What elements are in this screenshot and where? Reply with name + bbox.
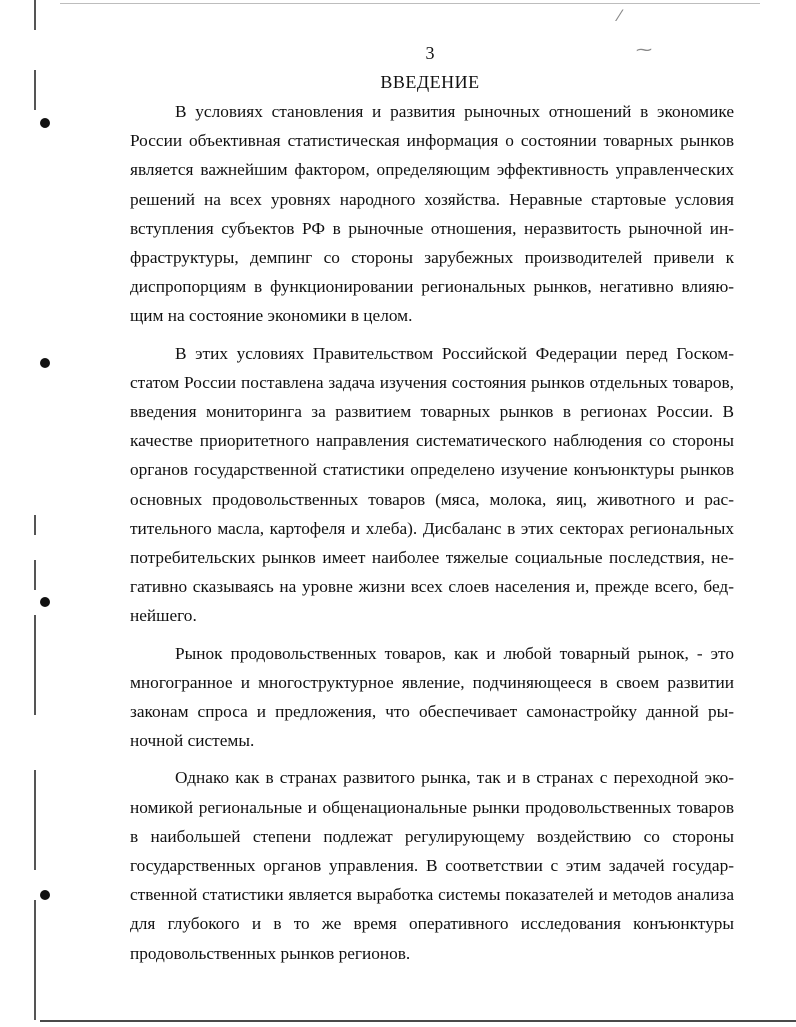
paragraph: Рынок продовольственных товаров, как и любой товарный рынок, - это многогранное и многоструктурное явление, подчиняющееся в своем развитии законам спроса и предложения, что обеспечивает самонастройку данной рыночной системы.	[130, 643, 734, 751]
page-number: 3	[425, 43, 435, 63]
scan-left-edge	[34, 770, 36, 870]
punch-hole	[40, 358, 50, 368]
punch-hole	[40, 118, 50, 128]
scan-left-edge	[34, 515, 36, 535]
scan-bottom-edge	[40, 1020, 796, 1022]
pencil-mark: ⁄	[618, 6, 621, 25]
punch-hole	[40, 597, 50, 607]
paragraph: В условиях становления и развития рыночных отношений в экономике России объективная статистическая информация о состоянии товарных рынков является важнейшим фактором, определяющим эффективность управленческих решений на всех уровнях народного хозяйства. Неравные стартовые условия вступления субъектов РФ в рыночные отношения, неразвитость рыночной инфраструктуры, демпинг со стороны зарубежных производителей привели к диспропорциям в функционировании региональных рынков, негативно влияющим на состояние экономики в целом.	[130, 102, 734, 326]
scan-left-edge	[34, 0, 36, 30]
pencil-mark: ⁓	[636, 40, 652, 59]
paragraph: В этих условиях Правительством Российской Федерации перед Госкомстатом России поставлена задача изучения состояния рынков отдельных товаров, введения мониторинга за развитием товарных рынков в регионах России. В качестве приоритетного направления систематического наблюдения со стороны органов государственной статистики определено изучение конъюнктуры рынков основных продовольственных товаров (мяса, молока, яиц, животного и растительного масла, картофеля и хлеба). Дисбаланс в этих секторах региональных потребительских рынков имеет наиболее тяжелые социальные последствия, негативно сказываясь на уровне жизни всех слоев населения и, прежде всего, беднейшего.	[130, 343, 734, 626]
punch-hole	[40, 890, 50, 900]
page-title: ВВЕДЕНИЕ	[380, 72, 480, 92]
scan-left-edge	[34, 560, 36, 590]
scan-left-edge	[34, 615, 36, 715]
paragraph: Однако как в странах развитого рынка, так и в странах с переходной экономикой региональные и общенациональные рынки продовольственных товаров в наибольшей степени подлежат регулирующему воздействию со стороны государственных органов управления. В соответствии с этим задачей государственной статистики является выработка системы показателей и методов анализа для глубокого и в то же время оперативного исследования конъюнктуры продовольственных рынков регионов.	[130, 768, 734, 963]
scan-left-edge	[34, 900, 36, 1020]
scan-top-edge	[60, 3, 760, 4]
document-body	[130, 97, 734, 968]
